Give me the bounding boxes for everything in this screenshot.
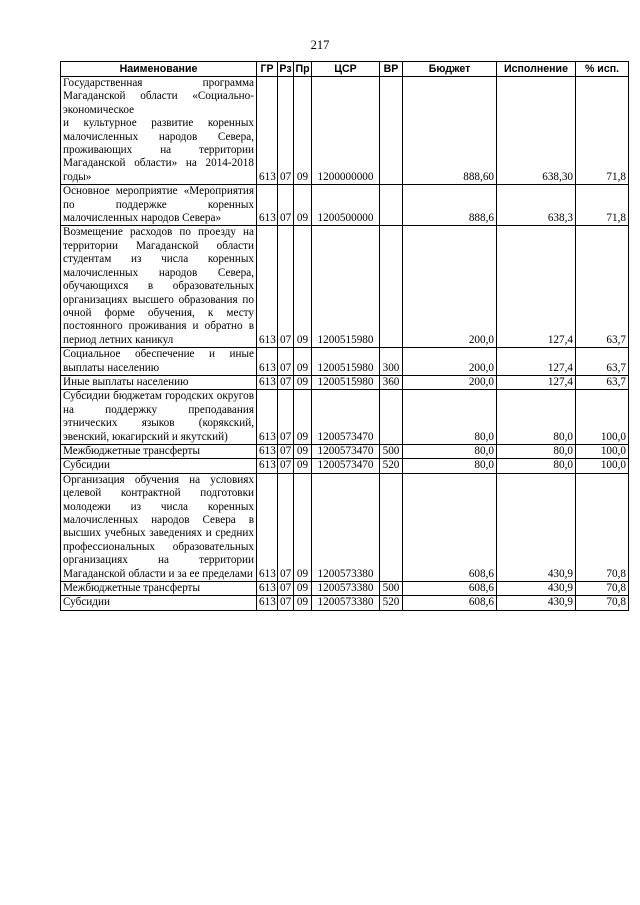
- row-pr: 09: [294, 444, 312, 458]
- row-name: Государственная программа Магаданской области «Социально-экономическое и культурное развитие коренных малочисленных народов Севера, проживающих на территории Магаданской области» на 2014-2018 годы»: [61, 77, 257, 185]
- row-budget: 608,6: [403, 473, 497, 581]
- row-vr: [380, 473, 403, 581]
- row-pr: 09: [294, 582, 312, 596]
- table-row: [61, 185, 629, 226]
- row-pr: 09: [294, 459, 312, 473]
- header-rz: Рз: [279, 62, 292, 75]
- row-name: Возмещение расходов по проезду на территории Магаданской области студентам из числа коренных малочисленных народов Севера, обучающихся в образовательных организациях высшего образования по очной форме обучения, к месту постоянного проживания и обратно в период летних каникул: [61, 226, 257, 348]
- row-gr: 613: [257, 348, 278, 376]
- row-name: Организация обучения на условиях целевой контрактной подготовки молодежи из числа коренных малочисленных народов Севера в высших учебных заведениях и средних профессиональных образовательных организациях на территории Магаданской области и за ее пределами: [61, 473, 257, 581]
- row-vr: 300: [380, 348, 403, 376]
- row-budget: 200,0: [403, 375, 497, 389]
- row-percent: 100,0: [576, 459, 629, 473]
- table-row: [61, 459, 629, 473]
- table-header-row: [61, 62, 629, 77]
- page-number: 217: [310, 38, 330, 52]
- row-rz: 07: [278, 348, 294, 376]
- row-percent: 63,7: [576, 348, 629, 376]
- row-execution: 127,4: [497, 226, 576, 348]
- row-csr: 1200000000: [312, 77, 380, 185]
- row-rz: 07: [278, 596, 294, 610]
- row-name: Субсидии бюджетам городских округов на поддержку преподавания этнических языков (корякский, эвенский, юкагирский и якутский): [61, 390, 257, 445]
- row-budget: 80,0: [403, 459, 497, 473]
- row-percent: 71,8: [576, 77, 629, 185]
- table-row: [61, 473, 629, 581]
- row-pr: 09: [294, 348, 312, 376]
- row-name: Иные выплаты населению: [61, 375, 257, 389]
- row-gr: 613: [257, 473, 278, 581]
- row-execution: 127,4: [497, 348, 576, 376]
- row-name: Социальное обеспечение и иные выплаты населению: [61, 348, 257, 376]
- row-gr: 613: [257, 459, 278, 473]
- row-pr: 09: [294, 473, 312, 581]
- row-execution: 430,9: [497, 473, 576, 581]
- row-execution: 638,3: [497, 185, 576, 226]
- row-gr: 613: [257, 185, 278, 226]
- table-row: [61, 444, 629, 458]
- row-gr: 613: [257, 226, 278, 348]
- row-csr: 1200573380: [312, 473, 380, 581]
- row-gr: 613: [257, 375, 278, 389]
- row-csr: 1200573470: [312, 459, 380, 473]
- row-execution: 430,9: [497, 582, 576, 596]
- header-percent: % исп.: [576, 62, 629, 77]
- row-vr: 520: [380, 459, 403, 473]
- row-execution: 80,0: [497, 459, 576, 473]
- header-gr: ГР: [257, 62, 278, 77]
- row-vr: [380, 77, 403, 185]
- row-csr: 1200515980: [312, 375, 380, 389]
- header-name: Наименование: [61, 62, 257, 77]
- row-pr: 09: [294, 77, 312, 185]
- row-budget: 608,6: [403, 596, 497, 610]
- row-gr: 613: [257, 596, 278, 610]
- header-pr: Пр: [295, 62, 310, 75]
- row-csr: 1200573380: [312, 596, 380, 610]
- row-vr: [380, 226, 403, 348]
- row-execution: 430,9: [497, 596, 576, 610]
- row-rz: 07: [278, 77, 294, 185]
- row-pr: 09: [294, 226, 312, 348]
- row-gr: 613: [257, 77, 278, 185]
- table-row: [61, 582, 629, 596]
- row-gr: 613: [257, 444, 278, 458]
- header-execution: Исполнение: [497, 62, 576, 77]
- row-percent: 63,7: [576, 226, 629, 348]
- row-rz: 07: [278, 582, 294, 596]
- row-name: Субсидии: [61, 596, 257, 610]
- row-rz: 07: [278, 444, 294, 458]
- header-vr: ВР: [380, 62, 403, 77]
- row-rz: 07: [278, 185, 294, 226]
- row-budget: 888,6: [403, 185, 497, 226]
- row-budget: 80,0: [403, 390, 497, 445]
- row-budget: 200,0: [403, 348, 497, 376]
- row-name: Субсидии: [61, 459, 257, 473]
- row-budget: 80,0: [403, 444, 497, 458]
- budget-execution-table: [60, 61, 629, 611]
- table-row: [61, 375, 629, 389]
- row-percent: 70,8: [576, 582, 629, 596]
- row-vr: [380, 185, 403, 226]
- row-budget: 200,0: [403, 226, 497, 348]
- row-gr: 613: [257, 582, 278, 596]
- row-rz: 07: [278, 390, 294, 445]
- header-budget: Бюджет: [403, 62, 497, 77]
- row-percent: 100,0: [576, 390, 629, 445]
- row-budget: 888,60: [403, 77, 497, 185]
- row-vr: 520: [380, 596, 403, 610]
- row-percent: 70,8: [576, 473, 629, 581]
- row-pr: 09: [294, 185, 312, 226]
- row-gr: 613: [257, 390, 278, 445]
- row-percent: 63,7: [576, 375, 629, 389]
- row-rz: 07: [278, 226, 294, 348]
- row-rz: 07: [278, 459, 294, 473]
- table-row: [61, 226, 629, 348]
- row-execution: 127,4: [497, 375, 576, 389]
- row-percent: 100,0: [576, 444, 629, 458]
- table-row: [61, 596, 629, 610]
- table-row: [61, 77, 629, 185]
- row-percent: 70,8: [576, 596, 629, 610]
- row-vr: 500: [380, 582, 403, 596]
- row-execution: 638,30: [497, 77, 576, 185]
- row-rz: 07: [278, 473, 294, 581]
- row-execution: 80,0: [497, 444, 576, 458]
- row-csr: 1200515980: [312, 348, 380, 376]
- row-name: Межбюджетные трансферты: [61, 444, 257, 458]
- row-csr: 1200515980: [312, 226, 380, 348]
- header-csr: ЦСР: [312, 62, 380, 77]
- table-row: [61, 390, 629, 445]
- row-pr: 09: [294, 390, 312, 445]
- row-vr: [380, 390, 403, 445]
- row-percent: 71,8: [576, 185, 629, 226]
- table-row: [61, 348, 629, 376]
- row-name: Межбюджетные трансферты: [61, 582, 257, 596]
- row-name: Основное мероприятие «Мероприятия по поддержке коренных малочисленных народов Севера»: [61, 185, 257, 226]
- row-execution: 80,0: [497, 390, 576, 445]
- row-rz: 07: [278, 375, 294, 389]
- row-csr: 1200573470: [312, 390, 380, 445]
- row-csr: 1200500000: [312, 185, 380, 226]
- row-budget: 608,6: [403, 582, 497, 596]
- row-pr: 09: [294, 596, 312, 610]
- row-vr: 360: [380, 375, 403, 389]
- row-vr: 500: [380, 444, 403, 458]
- row-csr: 1200573380: [312, 582, 380, 596]
- row-csr: 1200573470: [312, 444, 380, 458]
- row-pr: 09: [294, 375, 312, 389]
